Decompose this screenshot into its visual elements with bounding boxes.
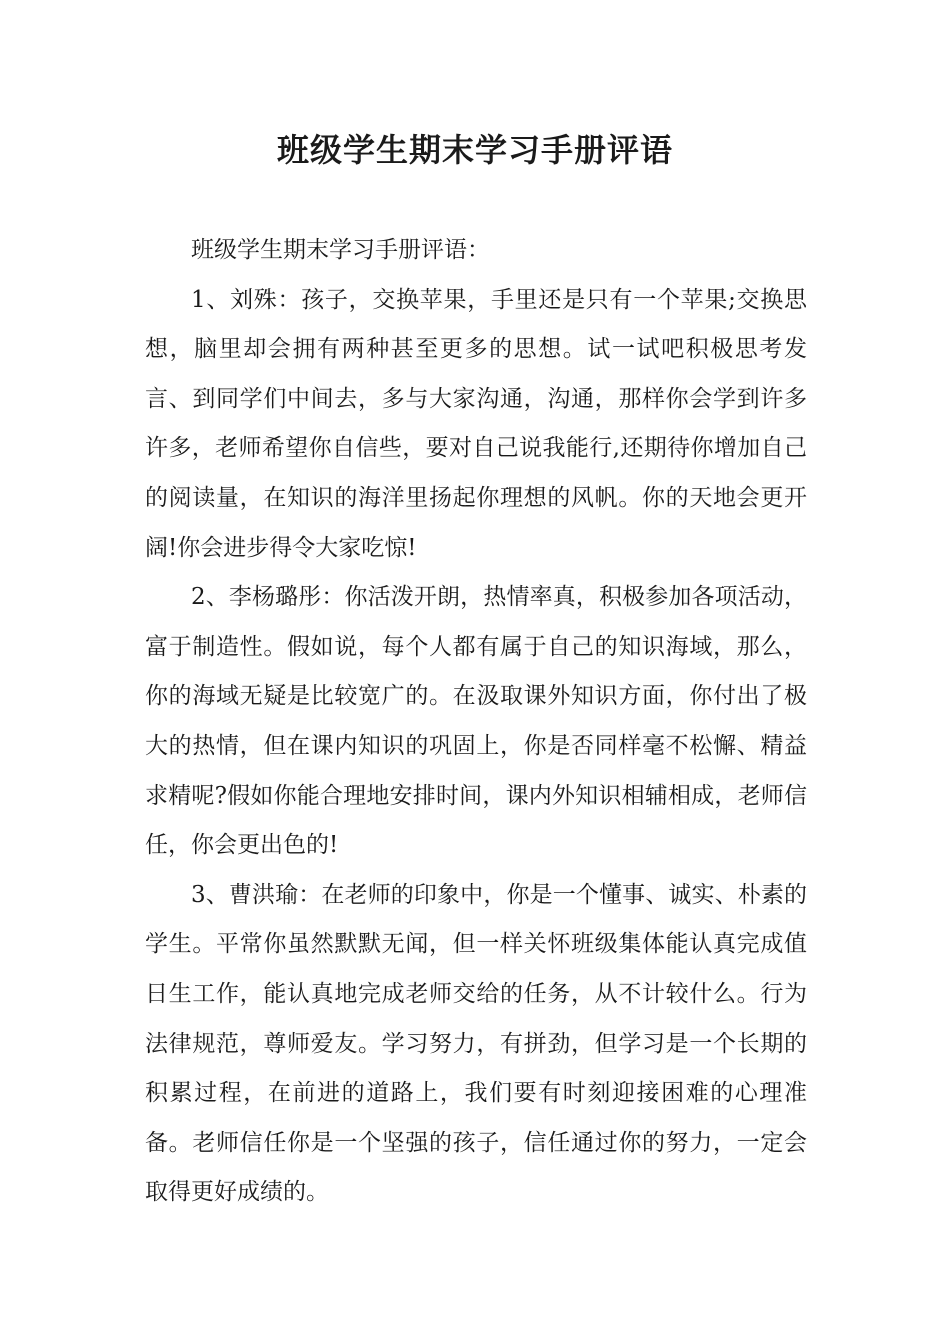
intro-paragraph: 班级学生期末学习手册评语： (191, 237, 490, 263)
comment-paragraph-3: 3、曹洪瑜：在老师的印象中，你是一个懂事、诚实、朴素的学生。平常你虽然默默无闻，但一样关怀班级集体能认真完成值日生工作，能认真地完成老师交给的任务，从不计较什么。行为法律规范，尊师爱友。学习努力，有拼劲，但学习是一个长期的积累过程，在前进的道路上，我们要有时刻迎接困难的心理准备。老师信任你是一个坚强的孩子，信任通过你的努力，一定会取得更好成绩的。 (145, 881, 807, 1206)
comment-paragraph-1: 1、刘殊：孩子，交换苹果，手里还是只有一个苹果;交换思想，脑里却会拥有两种甚至更多的思想。试一试吧积极思考发言、到同学们中间去，多与大家沟通，沟通，那样你会学到许多许多，老师希望你自信些，要对自己说我能行,还期待你增加自己的阅读量，在知识的海洋里扬起你理想的风帆。你的天地会更开阔!你会进步得令大家吃惊! (145, 286, 807, 561)
document-title: 班级学生期末学习手册评语 (276, 131, 673, 169)
document-body (145, 226, 807, 1218)
comment-paragraph-2: 2、李杨璐彤：你活泼开朗，热情率真，积极参加各项活动，富于制造性。假如说，每个人都有属于自己的知识海域，那么，你的海域无疑是比较宽广的。在汲取课外知识方面，你付出了极大的热情，但在课内知识的巩固上，你是否同样毫不松懈、精益求精呢?假如你能合理地安排时间，课内外知识相辅相成，老师信任，你会更出色的! (145, 584, 807, 859)
